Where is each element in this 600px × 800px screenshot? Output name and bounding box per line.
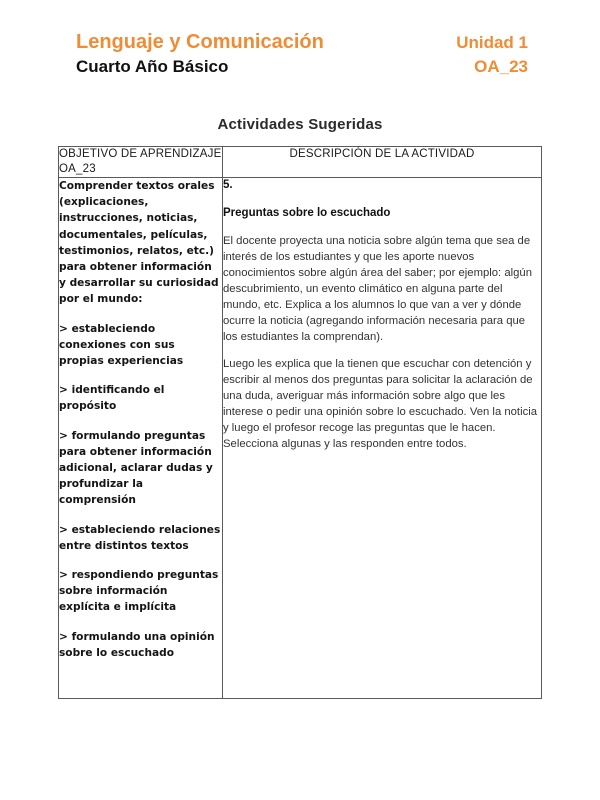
table-header-row bbox=[59, 147, 542, 178]
subject-title: Lenguaje y Comunicación bbox=[76, 31, 324, 53]
description-cell bbox=[223, 178, 542, 699]
column-header-objective: OBJETIVO DE APRENDIZAJE OA_23 bbox=[59, 147, 223, 178]
activities-table bbox=[58, 146, 542, 699]
activity-number: 5. bbox=[223, 179, 233, 191]
activity-paragraph-2: Luego les explica que la tienen que escuchar con detención y escribir al menos dos preguntas para solicitar la aclaración de una duda, averiguar más información sobre algo que les interese o pedir una opinión sobre lo escuchado. Ven la noticia y luego el profesor recoge las preguntas que le hacen. Selecciona algunas y las responden entre todos. bbox=[223, 358, 538, 450]
objective-cell bbox=[59, 178, 223, 699]
header-right-group bbox=[456, 30, 528, 78]
activity-paragraph-1: El docente proyecta una noticia sobre algún tema que sea de interés de los estudiantes y que les aporte nuevos conocimientos sobre algún área del saber; por ejemplo: algún descubrimiento, un evento climático en alguna parte del mundo, etc. Explica a los alumnos lo que van a ver y dónde ocurre la noticia (agregando información necesaria para que los estudiantes la comprendan). bbox=[223, 235, 532, 343]
page-title: Actividades Sugeridas bbox=[217, 116, 383, 133]
objective-bullet-3: > formulando preguntas para obtener información adicional, aclarar dudas y profundizar la comprensión bbox=[59, 429, 213, 507]
objective-bullet-6: > formulando una opinión sobre lo escuchado bbox=[59, 630, 215, 659]
objective-bullet-2: > identificando el propósito bbox=[59, 384, 165, 413]
objective-bullet-4: > estableciendo relaciones entre distintos textos bbox=[59, 523, 221, 552]
document-header bbox=[58, 30, 528, 88]
oa-code-label: OA_23 bbox=[474, 57, 528, 76]
objective-bullet-1: > estableciendo conexiones con sus propias experiencias bbox=[59, 322, 184, 368]
objective-bullet-5: > respondiendo preguntas sobre información explícita e implícita bbox=[59, 569, 219, 614]
header-left-group bbox=[76, 30, 324, 78]
unit-label: Unidad 1 bbox=[456, 33, 528, 52]
grade-level: Cuarto Año Básico bbox=[76, 57, 229, 76]
column-header-description: DESCRIPCIÓN DE LA ACTIVIDAD bbox=[223, 147, 542, 178]
table-row bbox=[59, 178, 542, 699]
objective-intro: Comprender textos orales (explicaciones, instrucciones, noticias, documentales, películas, testimonios, relatos, etc.) para obtener información y desarrollar su curiosidad por el mundo: bbox=[59, 180, 219, 306]
activity-subtitle: Preguntas sobre lo escuchado bbox=[223, 207, 391, 219]
